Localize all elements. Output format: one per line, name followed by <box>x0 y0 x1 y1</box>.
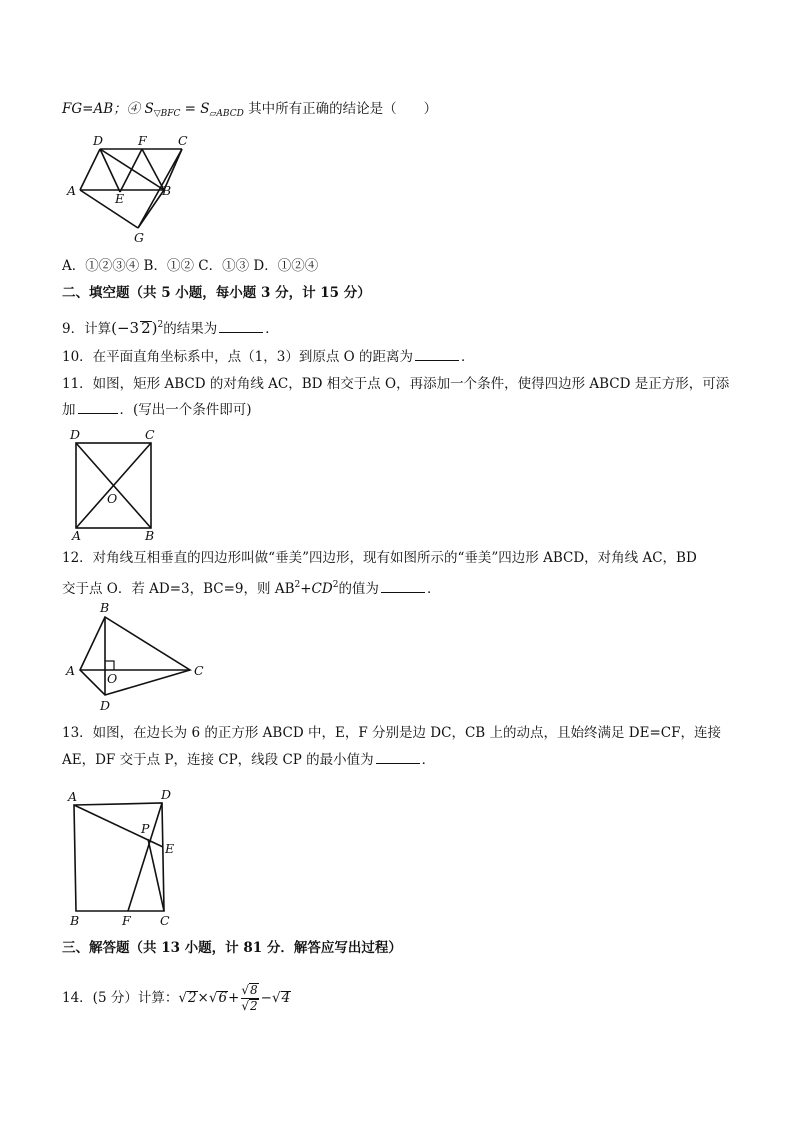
q8-label-g: G <box>134 230 144 245</box>
q11-label-d: D <box>70 427 81 442</box>
q12-line-1: 12．对角线互相垂直的四边形叫做“垂美”四边形，现有如图所示的“垂美”四边形 ABCD，对角线 AC，BD <box>62 550 697 566</box>
q8-conclusion-line <box>62 100 437 123</box>
q8-eq: = <box>180 101 201 117</box>
q9-answer-blank[interactable] <box>219 319 263 333</box>
q12-label-c: C <box>194 663 204 678</box>
q8-sub2: ▱ABCD <box>209 109 244 119</box>
q10-line: 10．在平面直角坐标系中，点（1，3）到原点 O 的距离为 ． <box>62 349 475 365</box>
q10-answer-blank[interactable] <box>415 347 459 361</box>
q8-s1: S <box>144 101 154 117</box>
q11-label-b: B <box>145 528 155 543</box>
q12-answer-blank[interactable] <box>381 579 425 593</box>
section-3-title: 三、解答题（共 13 小题，计 81 分．解答应写出过程） <box>62 940 402 956</box>
q13-line-1: 13．如图，在边长为 6 的正方形 ABCD 中，E，F 分别是边 DC，CB 上的动点，且始终满足 DE=CF，连接 <box>62 725 721 741</box>
q9-suffix: 的结果为 <box>163 321 218 337</box>
q8-sub1: ▽BFC <box>153 109 181 119</box>
q13-label-f: F <box>122 913 131 928</box>
q13-figure <box>62 785 192 930</box>
q8-label-e: E <box>115 191 125 206</box>
q13-label-b: B <box>70 913 80 928</box>
q8-s2: S <box>200 101 210 117</box>
q11-answer-blank[interactable] <box>78 400 118 414</box>
q12-label-d: D <box>100 698 111 713</box>
q13-label-c: C <box>160 913 170 928</box>
q8-suffix: 其中所有正确的结论是（ ） <box>243 101 438 117</box>
q8-label-d: D <box>93 133 104 148</box>
q11-line-1: 11．如图，矩形 ABCD 的对角线 AC，BD 相交于点 O，再添加一个条件，使得四边形 ABCD 是正方形，可添 <box>62 376 730 392</box>
q11-label-o: O <box>107 491 118 506</box>
q9-expression: (−3 2)$^2$ <box>111 319 164 337</box>
q8-options: A．①②③④ B．①② C．①③ D．①②④ <box>62 258 319 274</box>
q11-label-c: C <box>145 427 155 442</box>
q8-label-f: F <box>138 133 147 148</box>
q8-label-c: C <box>178 133 188 148</box>
q13-line-2: AE，DF 交于点 P，连接 CP，线段 CP 的最小值为 ． <box>62 752 436 768</box>
q8-prefix: FG=AB；④ <box>62 101 145 117</box>
q8-figure <box>62 132 202 247</box>
q13-label-p: P <box>141 821 150 836</box>
q9-line: 9．计算(−3 2)$^2$的结果为 ． <box>62 316 279 338</box>
q13-label-d: D <box>161 787 172 802</box>
q12-figure <box>62 600 212 715</box>
q11-label-a: A <box>72 528 82 543</box>
q9-prefix: 9．计算 <box>62 321 112 337</box>
section-2-title: 二、填空题（共 5 小题，每小题 3 分，计 15 分） <box>62 285 371 301</box>
q14-expression: √2×√6+ $\frac{√8}{√2}$ −√4 <box>178 983 291 1013</box>
q13-answer-blank[interactable] <box>376 750 420 764</box>
q8-label-a: A <box>67 183 77 198</box>
q10-text: 10．在平面直角坐标系中，点（1，3）到原点 O 的距离为 <box>62 349 414 365</box>
q14-line <box>62 980 291 1016</box>
q12-line-2: 交于点 O．若 AD=3，BC=9，则 $AB^2+CD^2$的值为 ． <box>62 580 441 597</box>
q12-label-b: B <box>100 600 110 615</box>
q12-label-a: A <box>66 663 76 678</box>
q13-label-e: E <box>165 841 175 856</box>
q8-label-b: B <box>162 183 172 198</box>
q11-line-2: 加 ．(写出一个条件即可) <box>62 402 252 418</box>
q11-figure <box>62 425 172 543</box>
q13-label-a: A <box>68 789 78 804</box>
q14-prefix: 14．(5 分）计算： <box>62 990 179 1006</box>
q12-label-o: O <box>107 671 118 686</box>
